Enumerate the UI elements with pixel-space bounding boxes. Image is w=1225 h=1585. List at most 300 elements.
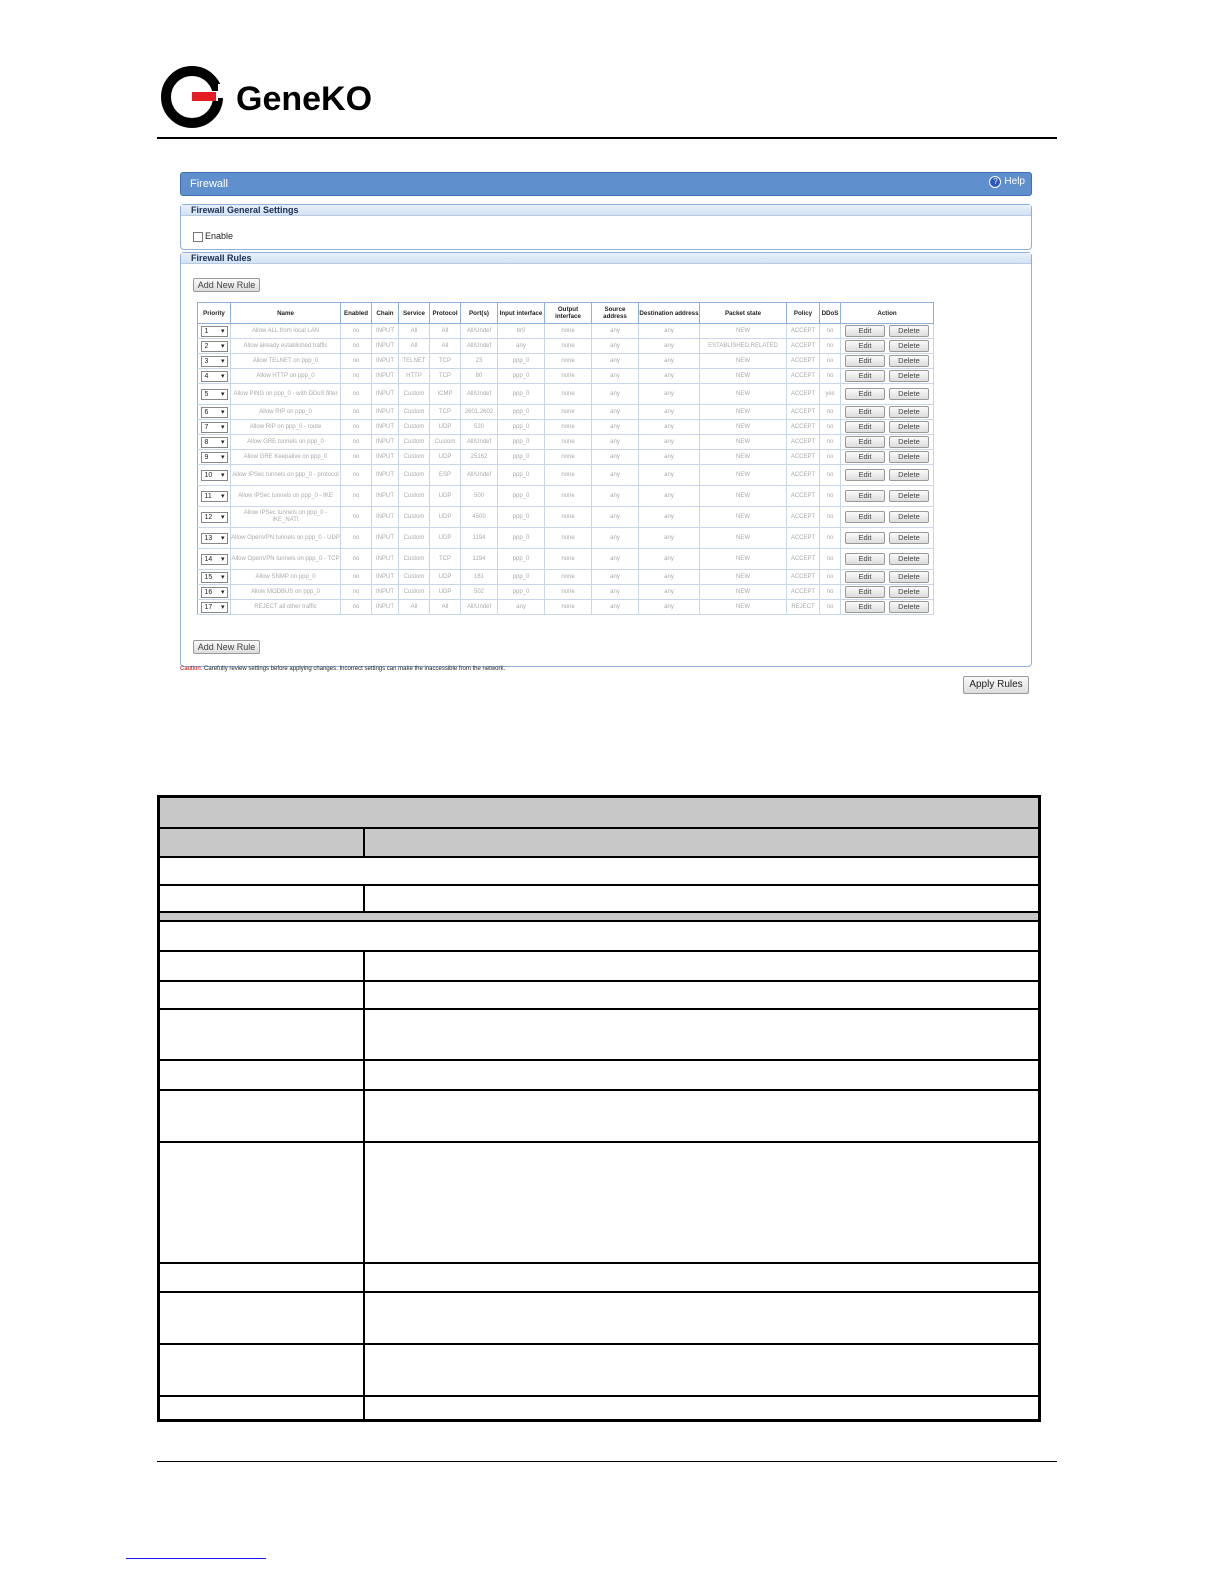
rule-name-cell: Allow RIP on ppp_0 - route <box>231 420 341 435</box>
rule-state-cell: NEW <box>700 435 787 450</box>
table-row <box>198 549 934 570</box>
rule-enabled-cell: no <box>341 354 372 369</box>
table-row <box>198 600 934 615</box>
rule-ports-cell: All/Undef <box>461 600 498 615</box>
delete-button[interactable]: Delete <box>889 436 929 448</box>
rule-chain-cell: INPUT <box>372 465 399 486</box>
rule-name-cell: Allow SNMP on ppp_0 <box>231 570 341 585</box>
rule-chain-cell: INPUT <box>372 405 399 420</box>
rule-out-cell: none <box>545 486 592 507</box>
edit-button[interactable]: Edit <box>845 355 885 367</box>
rule-name-cell: Allow HTTP on ppp_0 <box>231 369 341 384</box>
rule-in-cell: ppp_0 <box>498 435 545 450</box>
priority-select[interactable]: 6 ▾ <box>201 407 228 418</box>
table-row <box>198 339 934 354</box>
priority-select[interactable]: 8 ▾ <box>201 437 228 448</box>
rule-ddos-cell: no <box>820 600 841 615</box>
priority-cell <box>198 339 231 354</box>
rule-ports-cell: All/Undef <box>461 324 498 339</box>
rule-chain-cell: INPUT <box>372 528 399 549</box>
rule-ports-cell: 23 <box>461 354 498 369</box>
action-cell <box>841 420 934 435</box>
rule-in-cell: ppp_0 <box>498 465 545 486</box>
priority-cell <box>198 486 231 507</box>
rule-enabled-cell: no <box>341 585 372 600</box>
column-header: Port(s) <box>461 303 498 324</box>
action-cell <box>841 465 934 486</box>
rule-dst-cell: any <box>639 435 700 450</box>
firewall-rules-heading: Firewall Rules <box>181 253 1031 264</box>
table-title-row <box>160 798 1038 829</box>
rule-enabled-cell: no <box>341 405 372 420</box>
priority-cell <box>198 369 231 384</box>
rule-ddos-cell: no <box>820 324 841 339</box>
rule-in-cell: ppp_0 <box>498 354 545 369</box>
rule-out-cell: none <box>545 354 592 369</box>
rule-ddos-cell: no <box>820 486 841 507</box>
delete-button[interactable]: Delete <box>889 451 929 463</box>
rule-service-cell: Custom <box>399 405 430 420</box>
column-header: Packet state <box>700 303 787 324</box>
rule-protocol-cell: UDP <box>430 450 461 465</box>
add-new-rule-button-bottom[interactable]: Add New Rule <box>193 640 260 654</box>
table-row <box>160 952 1038 982</box>
rule-enabled-cell: no <box>341 549 372 570</box>
column-header: Source address <box>592 303 639 324</box>
rule-chain-cell: INPUT <box>372 450 399 465</box>
delete-button[interactable]: Delete <box>889 370 929 382</box>
priority-cell <box>198 405 231 420</box>
rule-state-cell: NEW <box>700 486 787 507</box>
rule-name-cell: Allow PING on ppp_0 - with DDoS filter <box>231 384 341 405</box>
delete-button[interactable]: Delete <box>889 586 929 598</box>
rule-state-cell: NEW <box>700 570 787 585</box>
action-cell <box>841 600 934 615</box>
table-row <box>198 486 934 507</box>
rule-state-cell: ESTABLISHED,RELATED <box>700 339 787 354</box>
rule-dst-cell: any <box>639 465 700 486</box>
edit-button[interactable]: Edit <box>845 586 885 598</box>
footer-rule <box>157 1461 1057 1462</box>
priority-select[interactable]: 5 ▾ <box>201 389 228 400</box>
description-table <box>157 795 1041 1422</box>
rule-dst-cell: any <box>639 405 700 420</box>
rule-dst-cell: any <box>639 324 700 339</box>
rule-name-cell: Allow GRE tunnels on ppp_0 <box>231 435 341 450</box>
rule-out-cell: none <box>545 600 592 615</box>
rule-protocol-cell: All <box>430 339 461 354</box>
rule-in-cell: ppp_0 <box>498 369 545 384</box>
rule-policy-cell: ACCEPT <box>787 465 820 486</box>
rule-service-cell: All <box>399 600 430 615</box>
rule-chain-cell: INPUT <box>372 384 399 405</box>
rule-src-cell: any <box>592 465 639 486</box>
priority-cell <box>198 465 231 486</box>
rule-dst-cell: any <box>639 600 700 615</box>
help-icon: ? <box>989 176 1001 188</box>
rule-dst-cell: any <box>639 486 700 507</box>
column-header: Enabled <box>341 303 372 324</box>
rule-ddos-cell: no <box>820 585 841 600</box>
rule-in-cell: ppp_0 <box>498 507 545 528</box>
rule-chain-cell: INPUT <box>372 600 399 615</box>
table-row <box>198 405 934 420</box>
rule-out-cell: none <box>545 339 592 354</box>
rule-out-cell: none <box>545 405 592 420</box>
rule-enabled-cell: no <box>341 435 372 450</box>
rule-out-cell: none <box>545 324 592 339</box>
footer-link-underline[interactable] <box>126 1558 266 1559</box>
rule-ports-cell: 500 <box>461 486 498 507</box>
caution-text: Carefully review settings before applying changes. Incorrect settings can make the inaccessible from the network. <box>204 666 506 672</box>
rule-ports-cell: 1194 <box>461 528 498 549</box>
edit-button[interactable]: Edit <box>845 406 885 418</box>
rule-out-cell: none <box>545 420 592 435</box>
rule-ports-cell: All/Undef <box>461 435 498 450</box>
rule-in-cell: ppp_0 <box>498 420 545 435</box>
column-header: Service <box>399 303 430 324</box>
table-row <box>198 420 934 435</box>
rule-state-cell: NEW <box>700 600 787 615</box>
rule-policy-cell: ACCEPT <box>787 570 820 585</box>
column-header: Protocol <box>430 303 461 324</box>
rule-protocol-cell: UDP <box>430 420 461 435</box>
edit-button[interactable]: Edit <box>845 370 885 382</box>
rule-protocol-cell: UDP <box>430 585 461 600</box>
action-cell <box>841 405 934 420</box>
table-row <box>160 982 1038 1010</box>
delete-button[interactable]: Delete <box>889 340 929 352</box>
rule-service-cell: Custom <box>399 585 430 600</box>
rule-ports-cell: 2601,2602 <box>461 405 498 420</box>
rule-enabled-cell: no <box>341 324 372 339</box>
rule-src-cell: any <box>592 354 639 369</box>
action-cell <box>841 486 934 507</box>
edit-button[interactable]: Edit <box>845 388 885 400</box>
rule-policy-cell: ACCEPT <box>787 369 820 384</box>
rule-src-cell: any <box>592 528 639 549</box>
rule-out-cell: none <box>545 549 592 570</box>
rule-enabled-cell: no <box>341 465 372 486</box>
priority-select[interactable]: 14 ▾ <box>201 554 228 565</box>
delete-button[interactable]: Delete <box>889 532 929 544</box>
rule-name-cell: Allow ALL from local LAN <box>231 324 341 339</box>
delete-button[interactable]: Delete <box>889 469 929 481</box>
delete-button[interactable]: Delete <box>889 421 929 433</box>
rule-out-cell: none <box>545 465 592 486</box>
rule-dst-cell: any <box>639 369 700 384</box>
rule-enabled-cell: no <box>341 507 372 528</box>
rule-chain-cell: INPUT <box>372 486 399 507</box>
table-row <box>198 384 934 405</box>
help-label: Help <box>1004 176 1025 187</box>
column-header: Destination address <box>639 303 700 324</box>
general-settings-heading: Firewall General Settings <box>181 205 1031 216</box>
edit-button[interactable]: Edit <box>845 421 885 433</box>
rule-dst-cell: any <box>639 450 700 465</box>
table-row <box>160 1143 1038 1264</box>
rule-service-cell: Custom <box>399 384 430 405</box>
rule-chain-cell: INPUT <box>372 420 399 435</box>
add-new-rule-button[interactable]: Add New Rule <box>193 278 260 292</box>
rule-in-cell: any <box>498 600 545 615</box>
rule-src-cell: any <box>592 324 639 339</box>
rule-out-cell: none <box>545 435 592 450</box>
table-row <box>160 1264 1038 1293</box>
rule-dst-cell: any <box>639 570 700 585</box>
priority-cell <box>198 507 231 528</box>
priority-cell <box>198 435 231 450</box>
rule-protocol-cell: ICMP <box>430 384 461 405</box>
rule-ddos-cell: no <box>820 528 841 549</box>
rule-in-cell: ppp_0 <box>498 549 545 570</box>
rule-enabled-cell: no <box>341 600 372 615</box>
delete-button[interactable]: Delete <box>889 511 929 523</box>
delete-button[interactable]: Delete <box>889 553 929 565</box>
priority-select[interactable]: 10 ▾ <box>201 470 228 481</box>
general-settings-panel <box>180 204 1032 250</box>
rule-ddos-cell: no <box>820 465 841 486</box>
rule-dst-cell: any <box>639 354 700 369</box>
delete-button[interactable]: Delete <box>889 601 929 613</box>
rule-ports-cell: All/Undef <box>461 465 498 486</box>
rule-dst-cell: any <box>639 528 700 549</box>
rule-src-cell: any <box>592 384 639 405</box>
rule-ddos-cell: no <box>820 354 841 369</box>
priority-select[interactable]: 13 ▾ <box>201 533 228 544</box>
page-title: Firewall <box>190 178 228 190</box>
rule-name-cell: Allow RIP on ppp_0 <box>231 405 341 420</box>
edit-button[interactable]: Edit <box>845 436 885 448</box>
rule-service-cell: Custom <box>399 450 430 465</box>
edit-button[interactable]: Edit <box>845 325 885 337</box>
rule-ddos-cell: no <box>820 420 841 435</box>
edit-button[interactable]: Edit <box>845 469 885 481</box>
priority-select[interactable]: 11 ▾ <box>201 491 228 502</box>
rule-in-cell: ppp_0 <box>498 570 545 585</box>
table-row <box>198 369 934 384</box>
priority-select[interactable]: 2 ▾ <box>201 341 228 352</box>
rule-ddos-cell: no <box>820 450 841 465</box>
delete-button[interactable]: Delete <box>889 406 929 418</box>
delete-button[interactable]: Delete <box>889 571 929 583</box>
column-header: Input interface <box>498 303 545 324</box>
rule-state-cell: NEW <box>700 354 787 369</box>
rule-ddos-cell: no <box>820 507 841 528</box>
rule-out-cell: none <box>545 369 592 384</box>
table-header-row <box>160 829 1038 858</box>
edit-button[interactable]: Edit <box>845 553 885 565</box>
column-header: Output interface <box>545 303 592 324</box>
rule-policy-cell: ACCEPT <box>787 324 820 339</box>
priority-select[interactable]: 15 ▾ <box>201 572 228 583</box>
rule-dst-cell: any <box>639 549 700 570</box>
rule-dst-cell: any <box>639 339 700 354</box>
rule-protocol-cell: All <box>430 600 461 615</box>
rule-in-cell: ppp_0 <box>498 405 545 420</box>
edit-button[interactable]: Edit <box>845 511 885 523</box>
table-separator <box>160 913 1038 922</box>
rule-name-cell: Allow MODBUS on ppp_0 <box>231 585 341 600</box>
rule-name-cell: Allow OpenVPN tunnels on ppp_0 - TCP <box>231 549 341 570</box>
table-row <box>198 528 934 549</box>
rule-out-cell: none <box>545 507 592 528</box>
enable-label: Enable <box>205 231 234 241</box>
rule-enabled-cell: no <box>341 570 372 585</box>
rule-policy-cell: ACCEPT <box>787 528 820 549</box>
rule-ddos-cell: no <box>820 339 841 354</box>
svg-text:GeneKO: GeneKO <box>236 80 373 118</box>
priority-select[interactable]: 17 ▾ <box>201 602 228 613</box>
rule-in-cell: ppp_0 <box>498 384 545 405</box>
action-cell <box>841 324 934 339</box>
apply-rules-button[interactable]: Apply Rules <box>963 676 1029 694</box>
table-row <box>160 1091 1038 1143</box>
action-cell <box>841 549 934 570</box>
caution-note <box>180 666 505 672</box>
rule-ports-cell: All/Undef <box>461 339 498 354</box>
priority-cell <box>198 354 231 369</box>
rule-protocol-cell: UDP <box>430 570 461 585</box>
rule-enabled-cell: no <box>341 450 372 465</box>
header-rule <box>157 137 1057 139</box>
action-cell <box>841 339 934 354</box>
rule-service-cell: Custom <box>399 570 430 585</box>
priority-select[interactable]: 9 ▾ <box>201 452 228 463</box>
rule-policy-cell: ACCEPT <box>787 585 820 600</box>
column-header: Priority <box>198 303 231 324</box>
table-row <box>160 1397 1038 1422</box>
priority-cell <box>198 384 231 405</box>
rule-src-cell: any <box>592 369 639 384</box>
rule-ports-cell: 1194 <box>461 549 498 570</box>
column-header: Name <box>231 303 341 324</box>
rule-policy-cell: ACCEPT <box>787 354 820 369</box>
priority-select[interactable]: 12 ▾ <box>201 512 228 523</box>
rule-in-cell: ppp_0 <box>498 450 545 465</box>
firewall-screenshot <box>178 164 1038 699</box>
rule-policy-cell: ACCEPT <box>787 420 820 435</box>
priority-select[interactable]: 7 ▾ <box>201 422 228 433</box>
rule-state-cell: NEW <box>700 405 787 420</box>
rule-in-cell: ppp_0 <box>498 486 545 507</box>
rule-name-cell: Allow GRE Keepalive on ppp_0 <box>231 450 341 465</box>
table-row <box>160 1293 1038 1345</box>
priority-select[interactable]: 4 ▾ <box>201 371 228 382</box>
rule-name-cell: Allow IPSec tunnels on ppp_0 - IKE_NATt <box>231 507 341 528</box>
rule-policy-cell: ACCEPT <box>787 435 820 450</box>
rule-state-cell: NEW <box>700 549 787 570</box>
rule-state-cell: NEW <box>700 507 787 528</box>
rule-in-cell: br0 <box>498 324 545 339</box>
rule-ports-cell: 161 <box>461 570 498 585</box>
rule-policy-cell: ACCEPT <box>787 450 820 465</box>
rule-name-cell: Allow already established traffic <box>231 339 341 354</box>
table-section-row <box>160 922 1038 952</box>
rule-dst-cell: any <box>639 384 700 405</box>
rule-ports-cell: 4500 <box>461 507 498 528</box>
rule-service-cell: Custom <box>399 507 430 528</box>
rules-table-header <box>198 303 934 324</box>
rule-state-cell: NEW <box>700 528 787 549</box>
rule-name-cell: Allow OpenVPN tunnels on ppp_0 - UDP <box>231 528 341 549</box>
edit-button[interactable]: Edit <box>845 451 885 463</box>
table-section-row <box>160 858 1038 886</box>
rule-ddos-cell: no <box>820 435 841 450</box>
rule-protocol-cell: UDP <box>430 486 461 507</box>
action-cell <box>841 354 934 369</box>
edit-button[interactable]: Edit <box>845 490 885 502</box>
edit-button[interactable]: Edit <box>845 601 885 613</box>
rule-state-cell: NEW <box>700 585 787 600</box>
rule-name-cell: Allow IPSec tunnels on ppp_0 - protocol <box>231 465 341 486</box>
rule-out-cell: none <box>545 570 592 585</box>
table-row <box>198 465 934 486</box>
rule-service-cell: All <box>399 324 430 339</box>
edit-button[interactable]: Edit <box>845 571 885 583</box>
rule-name-cell: Allow IPSec tunnels on ppp_0 - IKE <box>231 486 341 507</box>
delete-button[interactable]: Delete <box>889 325 929 337</box>
rule-state-cell: NEW <box>700 420 787 435</box>
rule-service-cell: All <box>399 339 430 354</box>
rule-protocol-cell: TCP <box>430 354 461 369</box>
priority-cell <box>198 450 231 465</box>
rule-src-cell: any <box>592 405 639 420</box>
priority-select[interactable]: 1 ▾ <box>201 326 228 337</box>
caution-label: Caution. <box>180 666 203 672</box>
rule-protocol-cell: TCP <box>430 405 461 420</box>
rule-policy-cell: REJECT <box>787 600 820 615</box>
rule-enabled-cell: no <box>341 339 372 354</box>
enable-checkbox[interactable] <box>193 232 203 242</box>
delete-button[interactable]: Delete <box>889 355 929 367</box>
table-row <box>160 1010 1038 1061</box>
rule-src-cell: any <box>592 549 639 570</box>
column-header: Chain <box>372 303 399 324</box>
help-link[interactable] <box>989 176 1025 188</box>
rule-ddos-cell: no <box>820 369 841 384</box>
priority-cell <box>198 570 231 585</box>
table-row <box>160 1061 1038 1091</box>
rule-protocol-cell: UDP <box>430 507 461 528</box>
priority-cell <box>198 585 231 600</box>
priority-select[interactable]: 16 ▾ <box>201 587 228 598</box>
priority-select[interactable]: 3 ▾ <box>201 356 228 367</box>
rule-name-cell: Allow TELNET on ppp_0 <box>231 354 341 369</box>
rule-in-cell: any <box>498 339 545 354</box>
rule-policy-cell: ACCEPT <box>787 384 820 405</box>
rule-state-cell: NEW <box>700 450 787 465</box>
table-row <box>198 450 934 465</box>
rule-src-cell: any <box>592 570 639 585</box>
edit-button[interactable]: Edit <box>845 340 885 352</box>
edit-button[interactable]: Edit <box>845 532 885 544</box>
rule-out-cell: none <box>545 528 592 549</box>
rule-name-cell: REJECT all other traffic <box>231 600 341 615</box>
delete-button[interactable]: Delete <box>889 388 929 400</box>
table-row <box>198 507 934 528</box>
rule-chain-cell: INPUT <box>372 549 399 570</box>
rule-protocol-cell: ESP <box>430 465 461 486</box>
rule-ddos-cell: no <box>820 570 841 585</box>
rule-service-cell: Custom <box>399 549 430 570</box>
rule-src-cell: any <box>592 507 639 528</box>
rule-service-cell: TELNET <box>399 354 430 369</box>
delete-button[interactable]: Delete <box>889 490 929 502</box>
rule-ports-cell: All/Undef <box>461 384 498 405</box>
rule-chain-cell: INPUT <box>372 339 399 354</box>
rule-ddos-cell: yes <box>820 384 841 405</box>
